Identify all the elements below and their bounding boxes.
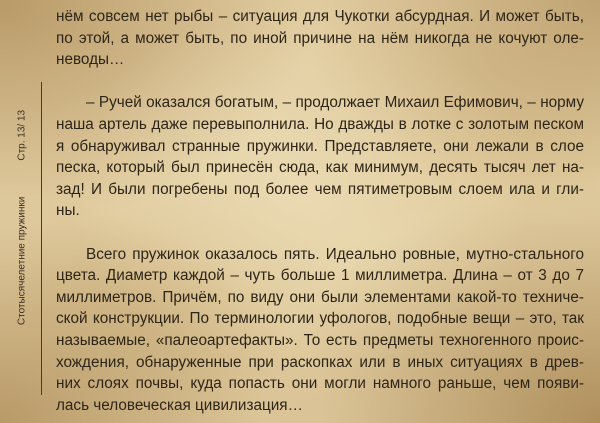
body-text <box>56 6 584 416</box>
text-line: миллиметров. Причём, по виду они были элементами какой-то техниче- <box>56 288 584 306</box>
paragraph-2 <box>56 92 584 222</box>
page-number: Стр. 13/ 13 <box>16 109 28 161</box>
margin-rule <box>41 82 42 395</box>
text-line: Всего пружинок оказалось пять. Идеально ровные, мутно-стального <box>86 245 584 263</box>
paragraph-1 <box>56 6 584 71</box>
book-title: Стотысячелетние пружинки <box>16 196 28 326</box>
text-line: неводы… <box>56 51 125 69</box>
text-line: ской конструкции. По терминологии уфологов, подобные вещи – это, так <box>56 310 584 328</box>
text-line: я обнаруживал странные пружинки. Представляете, они лежали в слое <box>56 137 584 155</box>
text-line: нём совсем нет рыбы – ситуация для Чукотки абсурдная. И может быть, <box>56 8 584 25</box>
text-line: хождения, обнаруженные при раскопках или в иных ситуациях в древ- <box>56 353 584 371</box>
text-line: лась человеческая цивилизация… <box>56 396 303 414</box>
text-line: – Ручей оказался богатым, – продолжает Михаил Ефимович, – норму <box>86 94 584 112</box>
side-margin <box>0 0 44 423</box>
paragraph-gap <box>56 222 584 244</box>
text-line: по этой, а может быть, по иной причине на нём никогда не кочуют оле- <box>56 29 584 47</box>
text-line: песка, который был принесён сюда, как минимум, десять тысяч лет на- <box>56 159 584 177</box>
text-line: цвета. Диаметр каждой – чуть больше 1 миллиметра. Длина – от 3 до 7 <box>56 267 584 285</box>
text-line: ны. <box>56 202 80 220</box>
text-line: них слоях почвы, куда попасть они могли намного раньше, чем появи- <box>56 375 584 393</box>
text-line: наша артель даже перевыполнила. Но дважды в лотке с золотым песком <box>56 115 584 133</box>
text-line: называемые, «палеоартефакты». То есть предметы техногенного проис- <box>56 331 584 349</box>
text-line: зад! И были погребены под более чем пятиметровым слоем ила и гли- <box>56 180 584 198</box>
running-header <box>17 18 28 418</box>
paragraph-3 <box>56 244 584 417</box>
paragraph-gap <box>56 71 584 93</box>
